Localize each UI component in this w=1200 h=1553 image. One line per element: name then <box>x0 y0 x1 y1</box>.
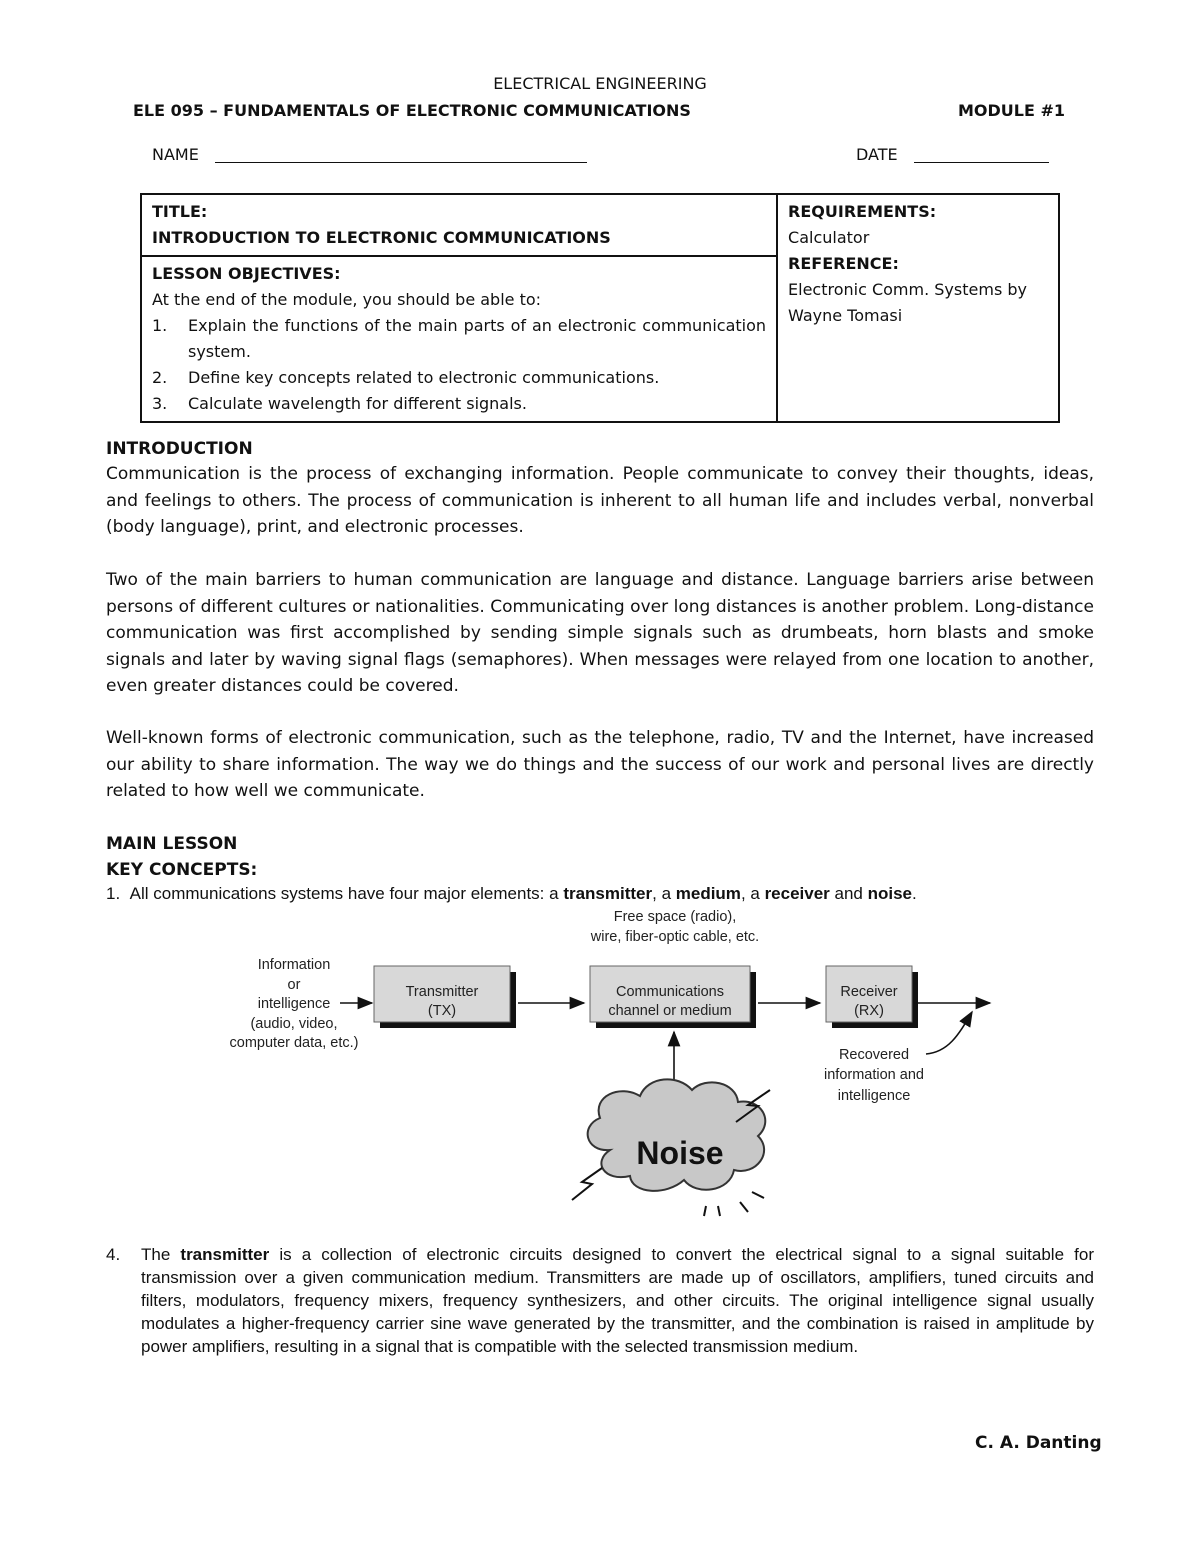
key-concept-4: The transmitter is a collection of electronic circuits designed to convert the electrical signal to a signal suitable for transmission over a given communication medium. Transmitters are made up of oscillators, amplifiers, tuned circuits and filters, modulators, frequency mixers, frequency synthesizers, and other circuits. The original intelligence signal usually modulates a higher-frequency carrier sine wave generated by the transmitter, and the combination is raised in amplitude by power amplifiers, resulting in a signal that is compatible with the selected transmission medium. <box>141 1245 1094 1356</box>
noise-label: Noise <box>636 1135 724 1171</box>
key-concept-1: 1. All communications systems have four major elements: a transmitter, a medium, a receiver and noise. <box>106 884 917 903</box>
input-label-3: intelligence <box>257 996 331 1012</box>
noise-spark-icon <box>740 1202 748 1212</box>
title-cell <box>141 194 777 256</box>
date-field-line <box>914 162 1049 163</box>
module-title: INTRODUCTION TO ELECTRONIC COMMUNICATIONS <box>152 228 611 247</box>
output-label-2: information and <box>824 1067 924 1083</box>
author-signature: C. A. Danting <box>975 1433 1102 1453</box>
requirements-cell <box>777 194 1059 422</box>
title-label: TITLE: <box>152 202 208 221</box>
list-item: 1. Explain the functions of the main parts of an electronic communication system. <box>152 316 767 361</box>
name-label: NAME <box>152 145 199 164</box>
noise-spark-icon <box>704 1206 706 1216</box>
intro-paragraph-1: Communication is the process of exchanging information. People communicate to convey their thoughts, ideas, and feelings to others. The process of communication is inherent to all human life and includes verbal, nonverbal (body language), print, and electronic processes. <box>106 464 1094 537</box>
receiver-block <box>826 966 918 1028</box>
intro-paragraph-3: Well-known forms of electronic communication, such as the telephone, radio, TV and the Internet, have increased our ability to share information. The way we do things and the success of our work and personal lives are directly related to how well we communicate. <box>106 728 1094 801</box>
objectives-label: LESSON OBJECTIVES: <box>152 264 341 283</box>
name-field-line <box>215 162 587 163</box>
introduction-heading: INTRODUCTION <box>106 439 253 459</box>
module-info-table <box>140 193 1060 423</box>
input-label-5: computer data, etc.) <box>229 1035 359 1051</box>
input-label-1: Information <box>257 957 331 973</box>
department-title: ELECTRICAL ENGINEERING <box>493 74 707 93</box>
receiver-abbr: (RX) <box>854 1003 884 1019</box>
course-title: ELE 095 – FUNDAMENTALS OF ELECTRONIC COMMUNICATIONS <box>133 101 691 120</box>
main-lesson-heading: MAIN LESSON <box>106 834 238 854</box>
noise-spark-icon <box>718 1206 720 1216</box>
medium-label-2: wire, fiber-optic cable, etc. <box>590 929 760 945</box>
list-item: 2. Define key concepts related to electronic communications. <box>152 368 660 387</box>
input-label-2: or <box>287 977 301 993</box>
output-label-1: Recovered <box>838 1047 910 1063</box>
intro-paragraph-2: Two of the main barriers to human communication are language and distance. Language barriers arise between persons of different cultures or nationalities. Communicating over long distances is another problem. Long-distance communication was first accomplished by sending simple signals such as drumbeats, horn blasts and smoke signals and later by waving signal flags (semaphores). When messages were relayed from one location to another, even greater distances could be covered. <box>106 570 1094 696</box>
noise-lightning-icon <box>572 1168 602 1200</box>
objectives-intro: At the end of the module, you should be able to: <box>152 290 542 309</box>
module-number: MODULE #1 <box>958 101 1066 120</box>
transmitter-label: Transmitter <box>405 984 479 1000</box>
transmitter-block <box>374 966 516 1028</box>
requirements-value: Calculator <box>788 228 870 247</box>
receiver-label: Receiver <box>840 984 898 1000</box>
output-pointer-arrow <box>926 1012 972 1054</box>
reference-label: REFERENCE: <box>788 254 899 273</box>
key-concept-4-number: 4. <box>106 1245 121 1264</box>
key-concepts-heading: KEY CONCEPTS: <box>106 860 258 880</box>
noise-cloud <box>588 1079 766 1191</box>
reference-value: Electronic Comm. Systems by Wayne Tomasi <box>788 280 1027 325</box>
noise-spark-icon <box>752 1192 764 1198</box>
input-label-4: (audio, video, <box>250 1016 338 1032</box>
transmitter-abbr: (TX) <box>427 1003 457 1019</box>
channel-label-2: channel or medium <box>608 1003 732 1019</box>
objectives-list <box>152 313 766 417</box>
list-item: 3. Calculate wavelength for different signals. <box>152 394 527 413</box>
medium-label-1: Free space (radio), <box>613 909 737 925</box>
channel-label-1: Communications <box>616 984 724 1000</box>
communication-system-diagram <box>200 900 1020 1230</box>
objectives-cell <box>141 256 777 422</box>
date-label: DATE <box>856 145 898 164</box>
output-label-3: intelligence <box>837 1088 911 1104</box>
channel-block <box>590 966 756 1028</box>
requirements-label: REQUIREMENTS: <box>788 202 937 221</box>
